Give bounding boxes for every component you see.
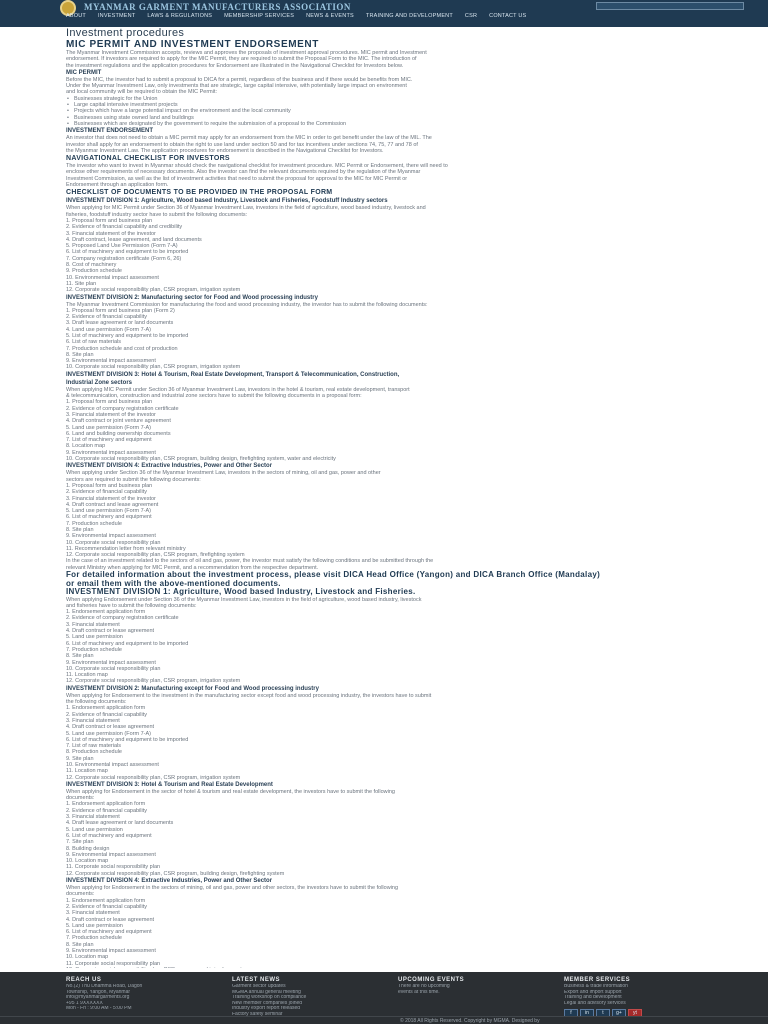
subheading: INVESTMENT ENDORSEMENT [66, 128, 154, 135]
paragraph: relevant Ministry when applying for MIC Permit, and a recommendation from the respective department. [66, 564, 319, 571]
list-item: 4. Draft contract or lease agreement [66, 724, 155, 731]
paragraph: endorsement. If investors are required to apply for the MIC Permit, they are required to submit the Proposal Form to the MIC. The introduction of [66, 56, 417, 63]
footer-upcoming-events [398, 977, 538, 995]
list-item: 8. Cost of machinery [66, 262, 117, 269]
page-title: Investment procedures [66, 28, 185, 39]
list-item: 2. Evidence of financial capability [66, 903, 148, 910]
bullet-item: • Businesses which are designated by the government to require the submission of a proposal to the Commission [66, 121, 702, 127]
subheading: INVESTMENT DIVISION 2: Manufacturing except for Food and Wood processing industry [66, 685, 319, 692]
footer-link[interactable]: Industry export report released [232, 1006, 301, 1012]
list-item: 1. Endorsement application form [66, 897, 146, 904]
list-item: 8. Site plan [66, 653, 94, 660]
list-item: 4. Draft contract or joint venture agreement [66, 418, 171, 425]
social-g+-icon[interactable]: g+ [612, 1009, 626, 1017]
list-item: 9. Environmental impact assessment [66, 659, 156, 666]
bullet-item: • Businesses using state owned land and buildings [66, 115, 702, 121]
footer-text: Mon - Fri : 9:00 AM - 5:00 PM [66, 1006, 132, 1012]
list-item: 9. Environmental impact assessment [66, 533, 156, 540]
list-item: 6. List of machinery and equipment [66, 929, 152, 936]
list-item: 5. Land use permission [66, 634, 123, 641]
footer-text: Township, Yangon, Myanmar [66, 989, 131, 995]
list-item: 3. Draft lease agreement or land documents [66, 320, 174, 327]
paragraph: the Myanmar Investment Law. The application procedures for endorsement is described in the Navigational Checklist for Investors. [66, 147, 384, 154]
paragraph: documents: [66, 891, 95, 898]
social-yt-icon[interactable]: yt [628, 1009, 642, 1017]
list-item: 10. Corporate social responsibility plan [66, 539, 161, 546]
list-item: 12. Corporate social responsibility plan, CSR program, irrigation system [66, 287, 241, 294]
list-item: 7. Company registration certificate (Form 6, 26) [66, 255, 182, 262]
list-item: 2. Evidence of financial capability and credibility [66, 224, 183, 231]
bullet-item: • Businesses strategic for the Union [66, 96, 702, 102]
site-header [0, 0, 768, 27]
subheading: INVESTMENT DIVISION 3: Hotel & Tourism and Real Estate Development [66, 781, 273, 788]
list-item: 10. Environmental impact assessment [66, 274, 159, 281]
footer-text: info@myanmargarments.org [66, 995, 130, 1001]
social-in-icon[interactable]: in [580, 1009, 594, 1017]
list-item: 9. Site plan [66, 755, 94, 762]
list-item: 7. Production schedule and cost of production [66, 345, 178, 352]
footer-bottom-bar [0, 1016, 768, 1024]
list-item: 11. Location map [66, 672, 108, 679]
list-item: 3. Financial statement [66, 814, 120, 821]
footer-heading: MEMBER SERVICES [564, 977, 631, 983]
paragraph: The Myanmar Investment Commission for manufacturing the food and wood processing industry, the investor has to submit the following documents: [66, 301, 428, 308]
list-item: 6. Land and building ownership documents [66, 430, 171, 437]
list-item: 3. Financial statement [66, 621, 120, 628]
footer-heading: REACH US [66, 977, 102, 983]
list-item: 1. Proposal form and business plan [66, 482, 153, 489]
list-item: 11. Location map [66, 768, 108, 775]
section-heading: MIC PERMIT AND INVESTMENT ENDORSEMENT [66, 39, 319, 50]
list-item: 9. Environmental impact assessment [66, 358, 156, 365]
paragraph: When applying Endorsement under Section 36 of the Myanmar Investment Law, investors in the field of agriculture, wood based industry, livestock [66, 596, 422, 603]
paragraph: In the case of an investment related to the sectors of oil and gas, power, the investor must satisfy the following conditions and be submitted through the [66, 558, 434, 565]
list-item: 8. Site plan [66, 527, 94, 533]
list-item: 3. Financial statement of the investor [66, 411, 156, 418]
footer-text: There are no upcoming [398, 984, 450, 989]
list-item: 2. Evidence of company registration certificate [66, 615, 179, 622]
social-t-icon[interactable]: t [596, 1009, 610, 1017]
list-item: 7. Site plan [66, 839, 94, 846]
list-item: 9. Production schedule [66, 268, 122, 275]
list-item: 3. Financial statement of the investor [66, 495, 156, 502]
site-title: MYANMAR GARMENT MANUFACTURERS ASSOCIATION [84, 1, 351, 12]
nav-item[interactable]: INVESTMENT [97, 13, 136, 19]
subheading: INVESTMENT DIVISION 2: Manufacturing sector for Food and Wood processing industry [66, 294, 318, 301]
subheading: INVESTMENT DIVISION 1: Agriculture, Wood based Industry, Livestock and Fisheries, Foodstuff Industry sectors [66, 198, 388, 205]
footer-heading: LATEST NEWS [232, 977, 281, 983]
list-item: 5. Proposed Land Use Permission (Form 7-A) [66, 243, 178, 250]
paragraph: When applying under Section 36 of the Myanmar Investment Law, investors in the sectors of mining, oil and gas, power and other [66, 470, 381, 477]
social-f-icon[interactable]: f [564, 1009, 578, 1017]
list-item: 6. List of machinery and equipment [66, 832, 152, 839]
list-item: 4. Draft contract, lease agreement, and land documents [66, 236, 202, 243]
list-item: 10. Corporate social responsibility plan [66, 665, 161, 672]
paragraph: investor shall apply for an endorsement to obtain the right to use land under section 50 and for tax incentives under sections 74, 75, 77 and 78 of [66, 141, 418, 148]
footer-link[interactable]: Training workshop on compliance [232, 995, 307, 1001]
paragraph: & telecommunication, construction and industrial zone sectors have to submit the following documents in a proposal form: [66, 393, 362, 400]
list-item: 5. Land use permission (Form 7-A) [66, 508, 151, 515]
footer-heading: UPCOMING EVENTS [398, 977, 465, 983]
list-item: 10. Environmental impact assessment [66, 762, 159, 768]
list-item: 7. List of machinery and equipment [66, 437, 152, 444]
list-item: 5. Land use permission [66, 922, 123, 929]
paragraph: and local community will be required to obtain the MIC Permit: [66, 89, 218, 96]
footer-reach-us [66, 977, 206, 1012]
footer-link[interactable]: Legal and advisory services [564, 1000, 626, 1006]
footer-member-services [564, 977, 704, 1017]
bullet-item: • Projects which have a large potential impact on the environment and the local community [66, 108, 702, 114]
nav-item[interactable]: TRAINING AND DEVELOPMENT [365, 13, 453, 19]
paragraph: the investment regulations and the application procedures for Endorsement are illustrated in the Navigational Checklist for Investors below. [66, 62, 404, 69]
footer-link[interactable]: Business & trade information [564, 984, 628, 989]
paragraph: The investor who want to invest in Myanmar should check the navigational checklist for investment procedure. MIC Permit or Endorsement, there will need to [66, 163, 448, 170]
copyright-text: © 2018 All Rights Reserved. Copyright by MGMA. Designed by [400, 1018, 540, 1024]
footer-link[interactable]: Export and import support [564, 989, 622, 995]
list-item: 2. Evidence of financial capability [66, 711, 148, 718]
nav-item[interactable]: NEWS & EVENTS [306, 13, 354, 19]
list-item: 10. Corporate social responsibility plan, CSR program, building design, firefighting system, water and electricity [66, 456, 336, 463]
list-item: 2. Evidence of financial capability [66, 314, 148, 321]
list-item: 10. Location map [66, 954, 109, 961]
list-item [66, 967, 702, 968]
list-item: 6. List of machinery and equipment to be imported [66, 249, 189, 256]
list-item: 12. Corporate social responsibility plan, CSR program, irrigation system [66, 678, 241, 685]
paragraph: Before the MIC, the investor had to submit a proposal to DICA for a permit, regardless of the business and if there would be benefits from MIC. [66, 76, 413, 83]
highlight-text: INVESTMENT DIVISION 1: Agriculture, Wood based Industry, Livestock and Fisheries. [66, 587, 416, 597]
list-item: 5. List of machinery and equipment to be imported [66, 332, 189, 339]
bullet-item: • Large capital intensive investment projects [66, 102, 702, 108]
nav-item[interactable]: CONTACT US [489, 13, 527, 19]
list-item: 12. Corporate social responsibility plan, CSR program, irrigation system [66, 774, 241, 781]
search-input[interactable] [596, 2, 744, 10]
list-item: 1. Endorsement application form [66, 801, 146, 808]
list-item: 11. Corporate social responsibility plan [66, 960, 161, 967]
paragraph: Investment Commission, as well as the list of investment activities that need to submit the proposal for approval to the MIC for MIC Permit or [66, 175, 408, 182]
highlight-text: or email them with the above-mentioned documents. [66, 578, 281, 588]
list-item: 4. Draft contract and lease agreement [66, 501, 159, 508]
paragraph: the following documents: [66, 699, 127, 706]
paragraph: Under the Myanmar Investment Law, only investments that are strategic, large capital intensive, with potentially large impact on environment [66, 83, 407, 90]
paragraph: When applying MIC Permit under Section 36 of Myanmar Investment Law, investors in the hotel & tourism, real estate development, transport [66, 386, 410, 393]
list-item: 1. Endorsement application form [66, 705, 146, 712]
list-item: 4. Draft contract or lease agreement [66, 628, 155, 635]
subheading: INVESTMENT DIVISION 4: Extractive Industries, Power and Other Sector [66, 463, 273, 470]
list-item: 3. Financial statement [66, 910, 120, 917]
main-content [66, 28, 702, 968]
list-item: 2. Evidence of financial capability [66, 489, 148, 496]
site-footer [0, 972, 768, 1024]
list-item: 8. Site plan [66, 351, 94, 358]
paragraph: When applying for Endorsement in the sectors of mining, oil and gas, power and other sectors, the investors have to submit the following [66, 885, 399, 892]
list-item: 9. Environmental impact assessment [66, 851, 156, 858]
list-item: 4. Draft lease agreement or land documents [66, 820, 174, 827]
list-item: 10. Location map [66, 858, 109, 865]
section-heading: NAVIGATIONAL CHECKLIST FOR INVESTORS [66, 155, 230, 163]
paragraph: When applying for Endorsement in the sector of hotel & tourism and real estate development, the investors have to submit the following [66, 788, 395, 795]
paragraph: When applying for Endorsement to the investment in the manufacturing sector except food and wood processing industry, the investors have to submit [66, 692, 432, 699]
list-item: 6. List of machinery and equipment to be imported [66, 640, 189, 647]
list-item: 6. List of machinery and equipment to be imported [66, 736, 189, 743]
subheading: INVESTMENT DIVISION 4: Extractive Industries, Power and Other Sector [66, 878, 273, 885]
list-item: 10. Corporate social responsibility plan, CSR program, irrigation system [66, 364, 241, 371]
section-heading: CHECKLIST OF DOCUMENTS TO BE PROVIDED IN THE PROPOSAL FORM [66, 189, 333, 197]
list-item: 9. Environmental impact assessment [66, 449, 156, 456]
footer-link[interactable]: Factory safety seminar [232, 1011, 283, 1017]
footer-text: +95 1 9XXXXXX [66, 1000, 103, 1006]
list-item: 9. Environmental impact assessment [66, 948, 156, 955]
paragraph: The Myanmar Investment Commission accepts, reviews and approves the proposals of investment approval procedures. MIC permit and Investment [66, 50, 427, 56]
list-item: 8. Building design [66, 845, 110, 852]
nav-item[interactable]: ABOUT [66, 13, 86, 19]
paragraph: and fisheries have to submit the following documents: [66, 602, 197, 609]
paragraph: When applying for MIC Permit under Section 36 of Myanmar Investment Law, investors in the field of agriculture, wood based industry, livestock and [66, 205, 426, 212]
list-item: 7. Production schedule [66, 520, 122, 527]
list-item: 11. Recommendation letter from relevant ministry [66, 545, 186, 552]
list-item: 8. Production schedule [66, 749, 122, 756]
list-item: 4. Land use permission (Form 7-A) [66, 326, 151, 333]
list-item: 3. Financial statement of the investor [66, 230, 156, 237]
list-item: 11. Corporate social responsibility plan [66, 864, 161, 871]
article-body [66, 50, 702, 968]
highlight-text: For detailed information about the investment process, please visit DICA Head Office (Yangon) and DICA Branch Office (Mandalay) [66, 570, 601, 580]
logo[interactable] [60, 0, 351, 13]
paragraph: enclose other requirements of necessary documents. Also the investor can find the relevant documents required by the regulation of the Myanmar [66, 169, 421, 176]
list-item: 7. Production schedule [66, 935, 122, 942]
footer-link[interactable]: New member companies joined [232, 1000, 303, 1006]
list-item: 3. Financial statement [66, 717, 120, 724]
list-item: 5. Land use permission (Form 7-A) [66, 730, 151, 737]
list-item: 1. Endorsement application form [66, 609, 146, 616]
list-item: 7. List of raw materials [66, 743, 122, 750]
footer-link[interactable]: Training and development [564, 995, 622, 1001]
subheading: INVESTMENT DIVISION 3: Hotel & Tourism, Real Estate Development, Transport & Telecommunication, Construction, [66, 371, 400, 378]
footer-link[interactable]: MGMA annual general meeting [232, 989, 301, 995]
list-item: 12. Corporate social responsibility plan, CSR program, firefighting system [66, 552, 245, 559]
list-item: 11. Site plan [66, 280, 97, 287]
main-nav [66, 13, 716, 27]
paragraph: Endorsement through an application form. [66, 182, 169, 189]
footer-link[interactable]: Garment sector updates [232, 984, 286, 989]
list-item: 1. Proposal form and business plan (Form 2) [66, 307, 175, 314]
list-item: 5. Land use permission (Form 7-A) [66, 424, 151, 431]
list-item: 8. Site plan [66, 941, 94, 948]
list-item: 5. Land use permission [66, 826, 123, 833]
list-item: 6. List of raw materials [66, 339, 122, 346]
nav-item[interactable]: CSR [464, 13, 478, 19]
list-item: 7. Production schedule [66, 646, 122, 653]
subheading: Industrial Zone sectors [66, 379, 133, 386]
paragraph: documents: [66, 795, 95, 802]
paragraph: fisheries, foodstuff industry sector have to submit the following documents: [66, 211, 248, 218]
paragraph: An investor that does not need to obtain a MIC permit may apply for an endorsement from the MIC in order to get benefit under the law of the MIL. The [66, 135, 432, 142]
list-item: 2. Evidence of financial capability [66, 807, 148, 814]
list-item: 1. Proposal form and business plan [66, 399, 153, 406]
footer-latest-news [232, 977, 372, 1018]
footer-text: events at this time. [398, 989, 440, 995]
nav-item[interactable]: LAWS & REGULATIONS [147, 13, 213, 19]
list-item: 4. Draft contract or lease agreement [66, 916, 155, 923]
list-item: 1. Proposal form and business plan [66, 217, 153, 224]
nav-item[interactable]: MEMBERSHIP SERVICES [224, 13, 295, 19]
list-item: 2. Evidence of company registration certificate [66, 405, 179, 412]
paragraph: sectors are required to submit the following documents: [66, 476, 201, 483]
list-item: 12. Corporate social responsibility plan, CSR program, building design, firefighting system [66, 870, 285, 877]
subheading: MIC PERMIT [66, 69, 102, 76]
list-item: 6. List of machinery and equipment [66, 514, 152, 521]
footer-text: No.(2) Thu Dhamma Road, Dagon [66, 984, 143, 989]
list-item: 8. Location map [66, 443, 106, 450]
